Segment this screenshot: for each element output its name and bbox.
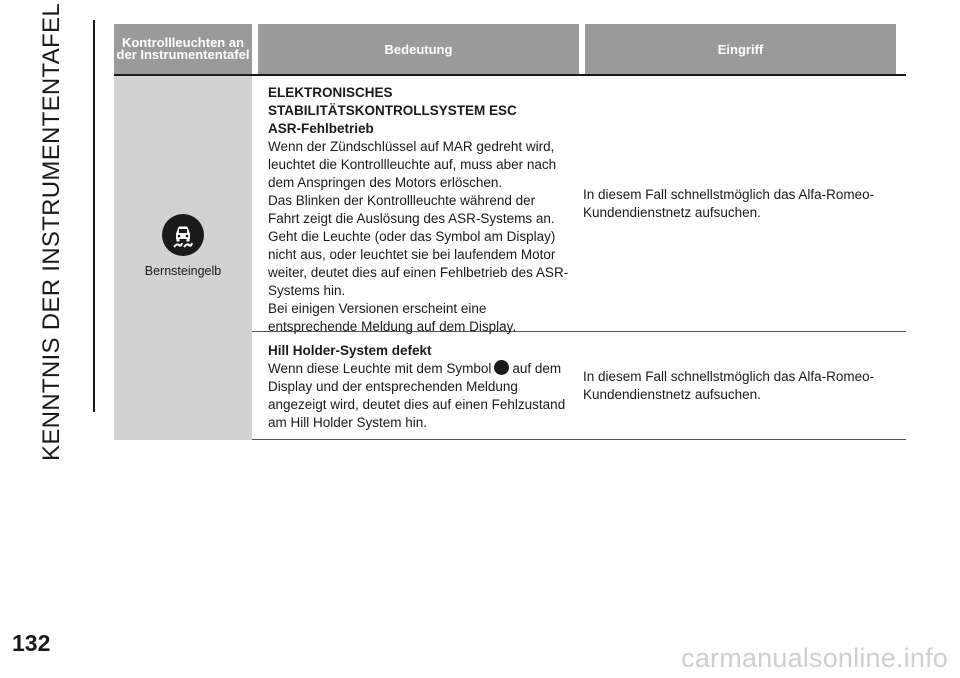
icon-cell <box>114 76 252 440</box>
esc-warning-icon <box>162 214 204 256</box>
header-meaning: Bedeutung <box>258 24 579 74</box>
page-number: 132 <box>12 630 51 656</box>
table-row <box>252 332 906 440</box>
meaning-text: Bei einigen Versionen erscheint eine entsprechende Meldung auf dem Display. <box>268 301 517 334</box>
meaning-text: Wenn diese Leuchte mit dem Symbol auf dem Display und der entsprechenden Meldung angezeigt wird, deutet dies auf einen Fehlzustand am Hill Holder System hin. <box>268 361 566 430</box>
table-header <box>114 24 906 74</box>
row-title: Hill Holder-System defekt <box>268 343 432 358</box>
light-color-label: Bernsteingelb <box>144 264 222 278</box>
action-text: In diesem Fall schnellstmöglich das Alfa-Romeo- Kundendienstnetz aufsuchen. <box>583 368 875 402</box>
watermark: carmanualsonline.info <box>681 643 948 673</box>
action-cell <box>569 76 906 331</box>
header-action: Eingriff <box>585 24 896 74</box>
section-divider <box>93 20 95 412</box>
header-lights: Kontrollleuchten an der Instrumententafel <box>114 24 252 74</box>
hill-holder-icon <box>494 360 509 375</box>
meaning-text: Wenn der Zündschlüssel auf MAR gedreht wird, leuchtet die Kontrollleuchte auf, muss aber nach dem Anspringen des Motors erlöschen. <box>268 139 557 190</box>
section-title: KENNTNIS DER INSTRUMENTENTAFEL <box>38 3 65 461</box>
row-title: ELEKTRONISCHES STABILITÄTSKONTROLLSYSTEM ESC <box>268 85 517 118</box>
table-row <box>252 76 906 332</box>
action-text: In diesem Fall schnellstmöglich das Alfa-Romeo- Kundendienstnetz aufsuchen. <box>583 186 875 220</box>
warning-lights-table <box>114 24 906 440</box>
meaning-text: Das Blinken der Kontrollleuchte während der Fahrt zeigt die Auslösung des ASR-Systems an. Geht die Leuchte (oder das Symbol am Display) nicht aus, oder leuchtet sie bei laufendem Motor weiter, deutet dies auf einen Fehlbetrieb des ASR-Systems hin. <box>268 193 569 298</box>
meaning-cell <box>252 76 569 334</box>
action-cell <box>569 332 906 439</box>
meaning-cell <box>252 332 569 439</box>
row-subtitle: ASR-Fehlbetrieb <box>268 121 374 136</box>
